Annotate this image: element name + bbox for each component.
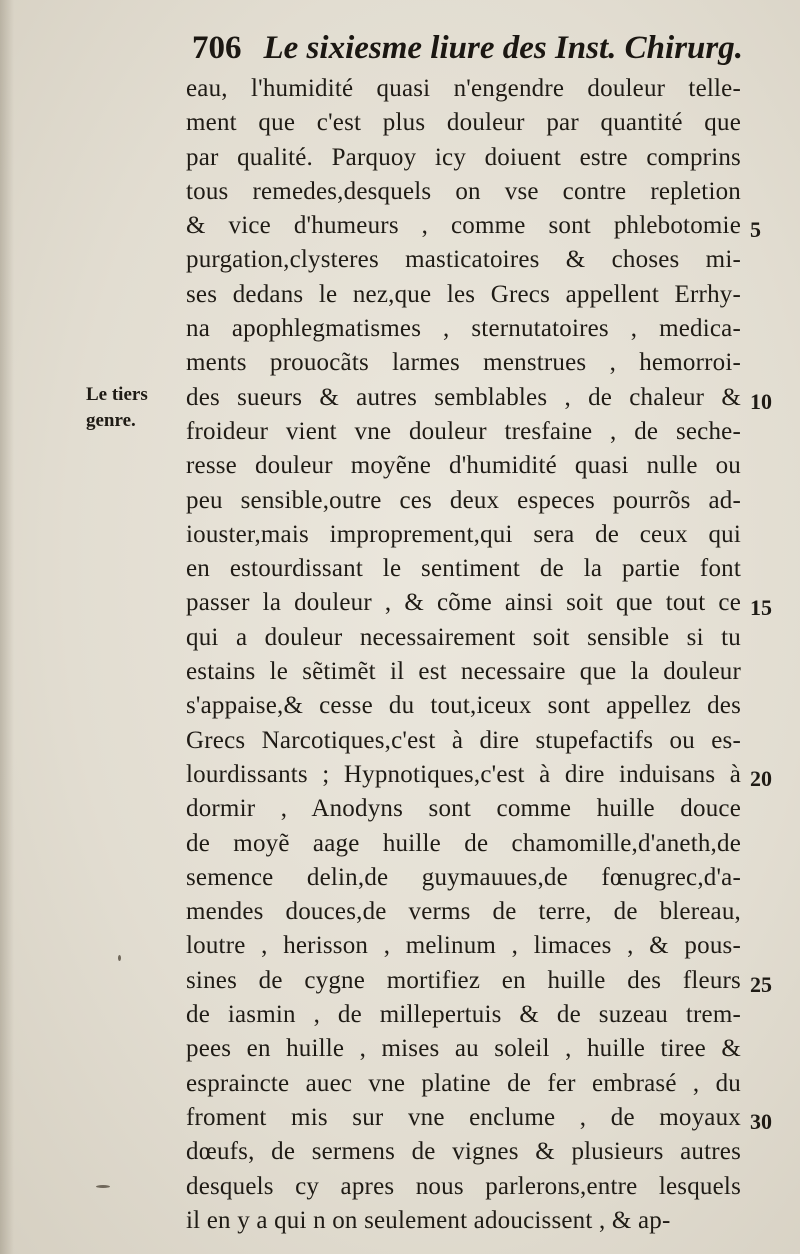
- text-line: sines de cygne mortifiez en huille des fleurs: [186, 966, 741, 994]
- text-line: froment mis sur vne enclume , de moyaux: [186, 1103, 741, 1131]
- text-line: loutre , herisson , melinum , limaces , & pous-: [186, 932, 741, 960]
- text-line: en estourdissant le sentiment de la partie font: [186, 555, 741, 583]
- text-line: qui a douleur necessairement soit sensible si tu: [186, 623, 741, 651]
- line-number: 30: [750, 1109, 772, 1134]
- text-line: s'appaise,& cesse du tout,iceux sont appellez des: [186, 692, 741, 720]
- text-line: semence delin,de guymauues,de fœnugrec,d'a-: [186, 863, 741, 891]
- ink-speck: [118, 955, 121, 961]
- line-number: 10: [750, 388, 772, 414]
- text-line: dœufs, de sermens de vignes & plusieurs autres: [186, 1138, 741, 1166]
- text-line: & vice d'humeurs , comme sont phlebotomie: [186, 212, 741, 240]
- text-line: lourdissants ; Hypnotiques,c'est à dire induisans à: [186, 760, 741, 788]
- text-body: [186, 72, 741, 1238]
- text-line: tous remedes,desquels on vse contre repletion: [186, 177, 741, 205]
- text-line: par qualité. Parquoy icy doiuent estre comprins: [186, 143, 741, 171]
- line-number: 20: [750, 766, 772, 791]
- text-line: espraincte auec vne platine de fer embrasé , du: [186, 1069, 741, 1097]
- text-line: desquels cy apres nous parlerons,entre lesquels: [186, 1172, 741, 1200]
- text-line: de iasmin , de millepertuis & de suzeau trem-: [186, 1001, 741, 1029]
- text-line: estains le sẽtimẽt il est necessaire que la douleur: [186, 658, 741, 686]
- text-line: eau, l'humidité quasi n'engendre douleur telle-: [186, 75, 741, 102]
- text-line: il en y a qui n on seulement adoucissent , & ap-: [186, 1206, 671, 1234]
- text-line: mendes douces,de verms de terre, de blereau,: [186, 898, 741, 926]
- running-title: Le sixiesme liure des Inst. Chirurg.: [263, 30, 743, 66]
- line-number: 25: [750, 971, 772, 997]
- text-line: ses dedans le nez,que les Grecs appellent Errhy-: [186, 280, 741, 308]
- text-line: resse douleur moyẽne d'humidité quasi nulle ou: [186, 452, 741, 480]
- text-line: passer la douleur , & cõme ainsi soit que tout ce: [186, 589, 741, 617]
- text-line: des sueurs & autres semblables , de chaleur &: [186, 383, 741, 411]
- text-line: ment que c'est plus douleur par quantité que: [186, 109, 741, 137]
- text-line: de moyẽ aage huille de chamomille,d'aneth,de: [186, 829, 741, 857]
- page-edge-shadow: [0, 0, 14, 1254]
- running-header: [192, 30, 743, 74]
- ink-speck: [96, 1185, 110, 1188]
- text-line: Grecs Narcotiques,c'est à dire stupefactifs ou es-: [186, 726, 741, 754]
- text-line: ments prouocãts larmes menstrues , hemorroi-: [186, 349, 741, 377]
- text-line: dormir , Anodyns sont comme huille douce: [186, 795, 741, 823]
- page-number: 706: [192, 30, 242, 66]
- text-line: pees en huille , mises au soleil , huille tiree &: [186, 1035, 741, 1063]
- text-line: froideur vient vne douleur tresfaine , de seche-: [186, 417, 741, 445]
- text-line: iouster,mais improprement,qui sera de ceux qui: [186, 520, 741, 548]
- text-line: na apophlegmatismes , sternutatoires , medica-: [186, 315, 741, 343]
- marginal-note: [86, 382, 166, 434]
- line-number: 15: [750, 594, 772, 620]
- text-line: peu sensible,outre ces deux especes pourrõs ad-: [186, 486, 741, 514]
- line-number: 5: [750, 217, 761, 243]
- text-line: purgation,clysteres masticatoires & choses mi-: [186, 246, 741, 274]
- marginal-note-line: genre.: [86, 410, 136, 431]
- marginal-note-line: Le tiers: [86, 384, 148, 405]
